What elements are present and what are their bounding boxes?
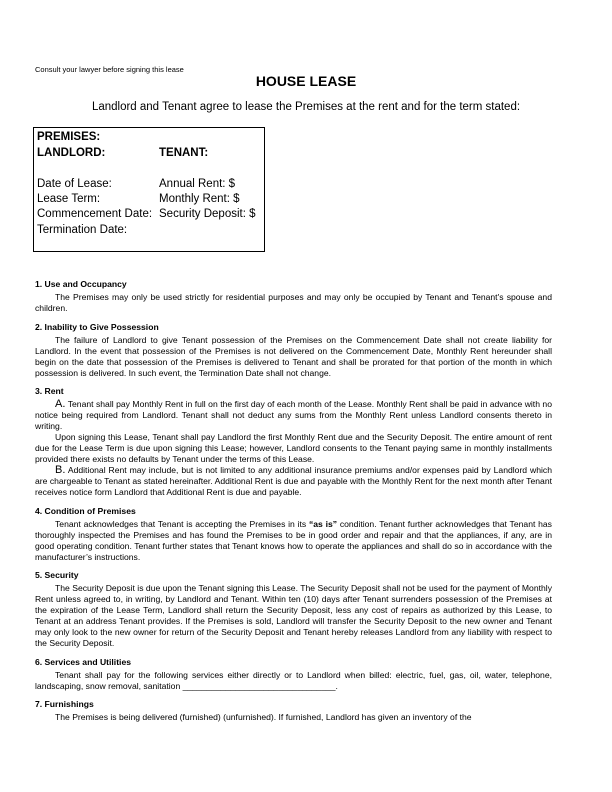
section-heading: 6. Services and Utilities xyxy=(35,656,132,667)
date-of-lease-label: Date of Lease: xyxy=(37,178,112,190)
rent-paragraph-b xyxy=(35,465,552,498)
lease-clauses xyxy=(35,279,552,731)
section-inability-to-give-possession xyxy=(35,322,552,379)
section-condition-of-premises xyxy=(35,506,552,563)
tenant-label: TENANT: xyxy=(159,147,209,159)
rent-paragraph-2: Upon signing this Lease, Tenant shall pay Landlord the first Monthly Rent due and the Security Deposit. The entire amount of rent due for the Lease Term is due upon signing this Lease; however, Landlord consents to the Tenant paying same in monthly installments provided there exists no defaults by Tenant under the terms of this Lease. xyxy=(35,432,552,464)
landlord-label: LANDLORD: xyxy=(37,147,106,159)
annual-rent-label: Annual Rent: $ xyxy=(159,178,236,190)
clause-text-post: condition. Tenant further acknowledges that Tenant has thoroughly inspected the Premises and has found the Premises to be in good order and repair and that the appliances, if any, are in good operating condition. Tenant further states that Tenant knows how to operate the appliances and shall do so in accordance with the manufacturer’s instructions. xyxy=(35,518,552,562)
lease-term-label: Lease Term: xyxy=(37,193,101,205)
section-services-and-utilities xyxy=(35,657,552,692)
intro-statement: Landlord and Tenant agree to lease the Premises at the rent and for the term stated: xyxy=(91,101,521,113)
section-paragraph: Tenant shall pay for the following services either directly or to Landlord when billed: electric, fuel, gas, oil, water, telephone, landscaping, snow removal, sanitation ________________________________. xyxy=(35,669,552,691)
section-heading: 4. Condition of Premises xyxy=(35,505,136,516)
document-title: HOUSE LEASE xyxy=(255,73,357,89)
section-security xyxy=(35,570,552,649)
commencement-date-label: Commencement Date: xyxy=(37,208,153,220)
clause-text-b: Additional Rent may include, but is not limited to any additional insurance premiums and/or expenses paid by Landlord which are chargeable to Tenant as stated hereinafter. Additional Rent is due and payable with the Monthly Rent for the next month after Tenant receives notice form Landlord that Additional Rent is due and payable. xyxy=(35,465,552,497)
section-heading: 7. Furnishings xyxy=(35,699,94,709)
consult-lawyer-note: Consult your lawyer before signing this lease xyxy=(35,65,184,74)
clause-letter-b: B. xyxy=(55,464,66,476)
lease-terms-box xyxy=(33,127,265,252)
section-paragraph: The failure of Landlord to give Tenant possession of the Premises on the Commencement Date shall not create liability for Landlord. In the event that possession of the Premises is not delivered on the Commencement Date, Monthly Rent hereunder shall begin on the date that possession of the Premises is delivered to Tenant and shall be prorated for that portion of the month in which possession is delivered. In such event, the Termination Date shall not change. xyxy=(35,334,552,378)
section-furnishings xyxy=(35,699,552,723)
section-use-and-occupancy xyxy=(35,279,552,314)
premises-label: PREMISES: xyxy=(37,131,101,143)
section-paragraph xyxy=(35,519,552,563)
security-deposit-label: Security Deposit: $ xyxy=(159,208,256,220)
clause-text-a: Tenant shall pay Monthly Rent in full on the first day of each month of the Lease. Monthly Rent shall be paid in advance with no notice being required from Landlord. Tenant shall not deduct any sums from the Monthly Rent unless Landlord consents thereto in writing. xyxy=(35,399,552,431)
clause-text-pre: Tenant acknowledges that Tenant is accepting the Premises in its xyxy=(55,518,309,529)
section-heading: 3. Rent xyxy=(35,386,64,396)
section-paragraph: The Security Deposit is due upon the Tenant signing this Lease. The Security Deposit shall not be used for the payment of Monthly Rent unless agreed to, in writing, by Landlord and Tenant. Within ten (10) days after Tenant surrenders possession of the Premises at the expiration of the Lease Term, Landlord shall return the Security Deposit, less any cost of repairs as authorized by this Lease, to Tenant at an address Tenant provides. If the Premises is sold, Landlord will transfer the Security Deposit to the new owner and Tenant may only look to the new owner for return of the Security Deposit and Tenant hereby releases Landlord from any liability with respect to the Security Deposit. xyxy=(35,583,552,648)
section-heading: 2. Inability to Give Possession xyxy=(35,321,159,332)
section-heading: 1. Use and Occupancy xyxy=(35,279,127,289)
section-rent xyxy=(35,386,552,498)
section-paragraph: The Premises may only be used strictly for residential purposes and may only be occupied by Tenant and Tenant's spouse and children. xyxy=(35,292,552,313)
rent-paragraph-a xyxy=(35,399,552,432)
as-is-term: “as is” xyxy=(308,518,338,529)
section-paragraph: The Premises is being delivered (furnished) (unfurnished). If furnished, Landlord has given an inventory of the xyxy=(55,712,472,722)
section-heading: 5. Security xyxy=(35,570,79,580)
termination-date-label: Termination Date: xyxy=(37,224,128,236)
clause-letter-a: A. xyxy=(55,398,66,410)
monthly-rent-label: Monthly Rent: $ xyxy=(159,193,240,205)
